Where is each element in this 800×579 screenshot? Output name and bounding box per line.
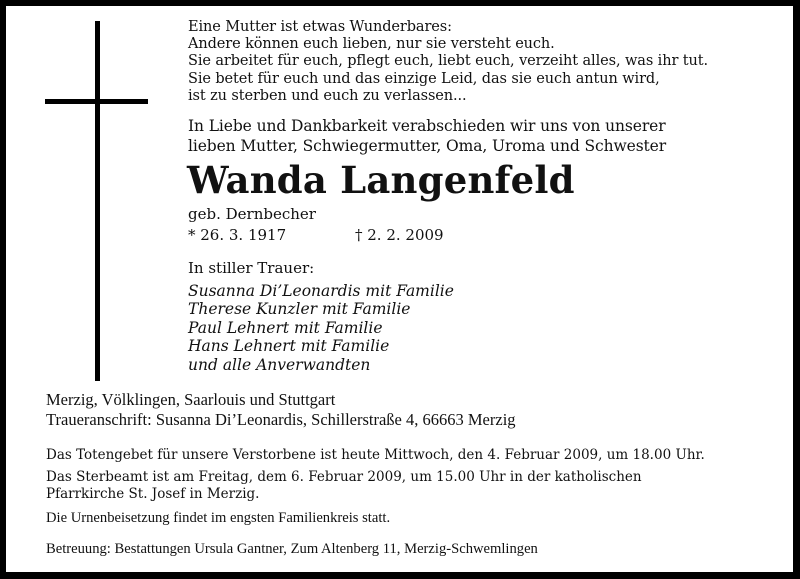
urn-info: Die Urnenbeisetzung findet im engsten Familienkreis statt. — [46, 510, 391, 526]
mass-info — [46, 469, 642, 502]
mourner-item: und alle Anverwandten — [188, 355, 371, 374]
birth-date: * 26. 3. 1917 — [188, 226, 287, 244]
mourner-item: Paul Lehnert mit Familie — [188, 318, 383, 337]
mourning-address: Traueranschrift: Susanna Di’Leonardis, Schillerstraße 4, 66663 Merzig — [46, 409, 516, 429]
mourners-list — [188, 282, 454, 374]
life-dates — [188, 226, 488, 244]
intro-line: lieben Mutter, Schwiegermutter, Oma, Uroma und Schwester — [188, 137, 667, 155]
poem-line: Sie arbeitet für euch, pflegt euch, liebt euch, verzeiht alles, was ihr tut. — [188, 53, 709, 70]
places-and-address — [46, 390, 516, 429]
deceased-name: Wanda Langenfeld — [187, 158, 575, 202]
mourning-label: In stiller Trauer: — [188, 259, 315, 277]
birth-name: geb. Dernbecher — [188, 205, 316, 223]
mass-info-line: Pfarrkirche St. Josef in Merzig. — [46, 485, 260, 502]
mass-info-line: Das Sterbeamt ist am Freitag, dem 6. Februar 2009, um 15.00 Uhr in der katholischen — [46, 469, 642, 485]
intro-line: In Liebe und Dankbarkeit verabschieden wir uns von unserer — [188, 117, 666, 135]
poem-line: Andere können euch lieben, nur sie versteht euch. — [188, 36, 555, 53]
poem — [188, 19, 708, 105]
poem-line: Sie betet für euch und das einzige Leid, das sie euch antun wird, — [188, 70, 660, 87]
mourner-item: Susanna Di’Leonardis mit Familie — [188, 282, 454, 300]
cross-icon-horizontal-bar — [45, 99, 148, 104]
obituary-notice — [6, 6, 793, 572]
mourner-item: Therese Kunzler mit Familie — [188, 300, 411, 319]
poem-line: Eine Mutter ist etwas Wunderbares: — [188, 19, 452, 35]
places: Merzig, Völklingen, Saarlouis und Stuttgart — [46, 390, 336, 409]
mourner-item: Hans Lehnert mit Familie — [188, 337, 390, 356]
farewell-intro — [188, 116, 666, 156]
poem-line: ist zu sterben und euch zu verlassen... — [188, 87, 467, 104]
prayer-info: Das Totengebet für unsere Verstorbene ist heute Mittwoch, den 4. Februar 2009, um 18.00 Uhr. — [46, 447, 705, 463]
undertaker-info: Betreuung: Bestattungen Ursula Gantner, Zum Altenberg 11, Merzig-Schwemlingen — [46, 541, 538, 557]
death-date: † 2. 2. 2009 — [355, 226, 444, 244]
cross-icon-vertical-bar — [95, 21, 100, 381]
